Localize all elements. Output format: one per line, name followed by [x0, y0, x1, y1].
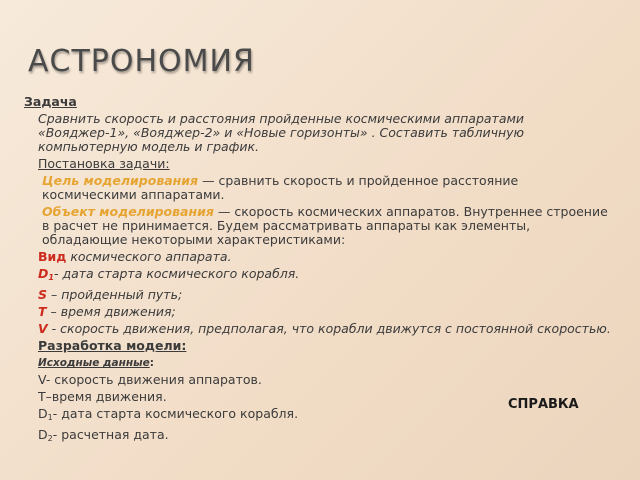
s-symbol: S — [38, 287, 48, 302]
char-d1: $D_1-$ дата старта космического корабля. — [38, 266, 300, 282]
source-data-label: Исходные данные: — [38, 357, 154, 369]
v-symbol: V — [38, 321, 48, 336]
source-item-v: V- скорость движения аппаратов. — [38, 372, 262, 387]
goal-text: — сравнить скорость и пройденное расстояние космическими аппаратами. — [42, 173, 519, 202]
model-dev-label: Разработка модели: — [38, 338, 187, 353]
task-label: Задача — [24, 94, 77, 109]
d1-symbol: D — [38, 266, 49, 281]
help-link[interactable]: СПРАВКА — [508, 397, 579, 412]
slide-content — [24, 95, 616, 449]
problem-statement-label: Постановка задачи: — [38, 156, 170, 171]
object-term: Объект моделирования — [42, 204, 214, 219]
t-symbol: T — [38, 304, 47, 319]
char-v: V - скорость движения, предполагая, что корабли движутся с постоянной скоростью. — [38, 321, 611, 336]
goal-term: Цель моделирования — [42, 173, 199, 188]
object-text: — скорость космических аппаратов. Внутреннее строение в расчет не принимается. Будем рассматривать аппараты как элементы, обладающие некоторыми характеристиками: — [42, 204, 608, 247]
task-text: Сравнить скорость и расстояния пройденные космическими аппаратами «Вояджер-1», «Вояджер-2» и «Новые горизонты» . Составить табличную компьютерную модель и график. — [38, 111, 525, 154]
vid-term: Вид — [38, 249, 67, 264]
char-t: T – время движения; — [38, 304, 176, 319]
goal-paragraph — [24, 174, 616, 202]
object-paragraph — [24, 205, 616, 247]
char-s: S – пройденный путь; — [38, 287, 183, 302]
slide-title: АСТРОНОМИЯ — [28, 44, 255, 79]
source-item-d2: $D_2-$ расчетная дата. — [38, 427, 169, 443]
char-vid: Вид космического аппарата. — [38, 249, 232, 264]
source-item-t: T–время движения. — [38, 389, 167, 404]
source-item-d1: $D_1-$ дата старта космического корабля. — [38, 406, 299, 422]
